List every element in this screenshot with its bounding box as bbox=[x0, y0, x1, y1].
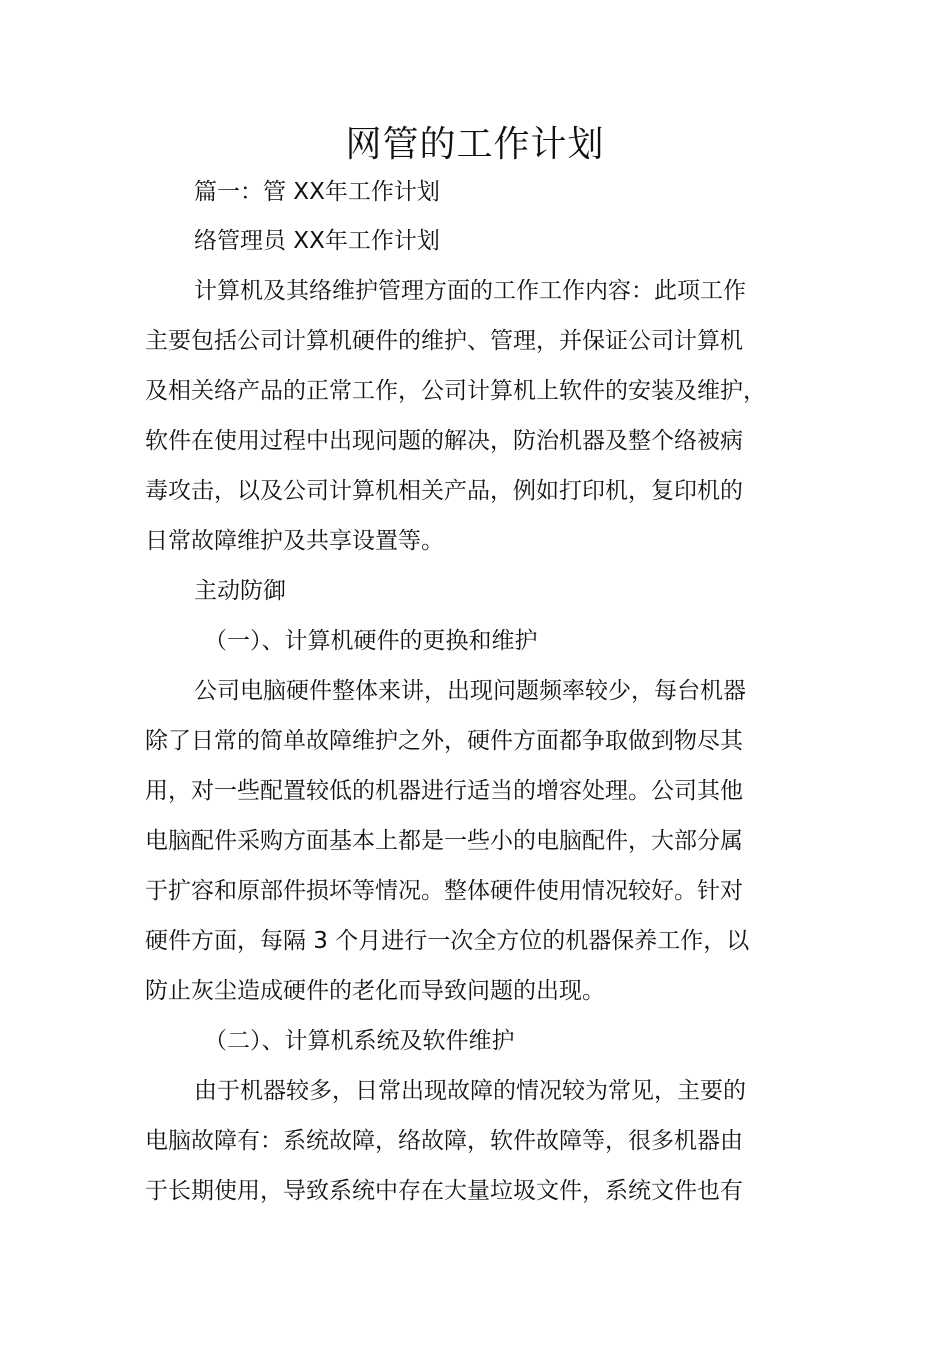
paragraph-line: 篇一：管 XX年工作计划 bbox=[194, 179, 440, 205]
paragraph-line: 电脑故障有：系统故障，络故障，软件故障等，很多机器由 bbox=[145, 1128, 743, 1154]
paragraph-line: 于长期使用，导致系统中存在大量垃圾文件，系统文件也有 bbox=[145, 1178, 743, 1204]
paragraph-line: 硬件方面，每隔 3 个月进行一次全方位的机器保养工作，以 bbox=[145, 928, 750, 954]
paragraph-line: 及相关络产品的正常工作，公司计算机上软件的安装及维护， bbox=[145, 378, 766, 404]
paragraph-line: 除了日常的简单故障维护之外，硬件方面都争取做到物尽其 bbox=[145, 728, 743, 754]
paragraph-line: 主要包括公司计算机硬件的维护、管理，并保证公司计算机 bbox=[145, 328, 743, 354]
paragraph-line: 防止灰尘造成硬件的老化而导致问题的出现。 bbox=[145, 978, 605, 1004]
paragraph-line: 用，对一些配置较低的机器进行适当的增容处理。公司其他 bbox=[145, 778, 743, 804]
paragraph-line: 日常故障维护及共享设置等。 bbox=[145, 528, 444, 554]
document-title: 网管的工作计划 bbox=[345, 124, 605, 165]
paragraph-line: 电脑配件采购方面基本上都是一些小的电脑配件，大部分属 bbox=[145, 828, 743, 854]
paragraph-line: 于扩容和原部件损坏等情况。整体硬件使用情况较好。针对 bbox=[145, 878, 743, 904]
paragraph-line: 毒攻击，以及公司计算机相关产品，例如打印机，复印机的 bbox=[145, 478, 743, 504]
paragraph-line: 络管理员 XX年工作计划 bbox=[194, 228, 440, 254]
section-heading: 主动防御 bbox=[194, 578, 286, 604]
paragraph-line: 由于机器较多，日常出现故障的情况较为常见，主要的 bbox=[194, 1078, 746, 1104]
paragraph-line: 公司电脑硬件整体来讲，出现问题频率较少，每台机器 bbox=[194, 678, 746, 704]
paragraph-line: 计算机及其络维护管理方面的工作工作内容：此项工作 bbox=[194, 278, 746, 304]
section-heading: （二）、计算机系统及软件维护 bbox=[204, 1028, 515, 1054]
section-heading: （一）、计算机硬件的更换和维护 bbox=[204, 628, 538, 654]
paragraph-line: 软件在使用过程中出现问题的解决，防治机器及整个络被病 bbox=[145, 428, 743, 454]
